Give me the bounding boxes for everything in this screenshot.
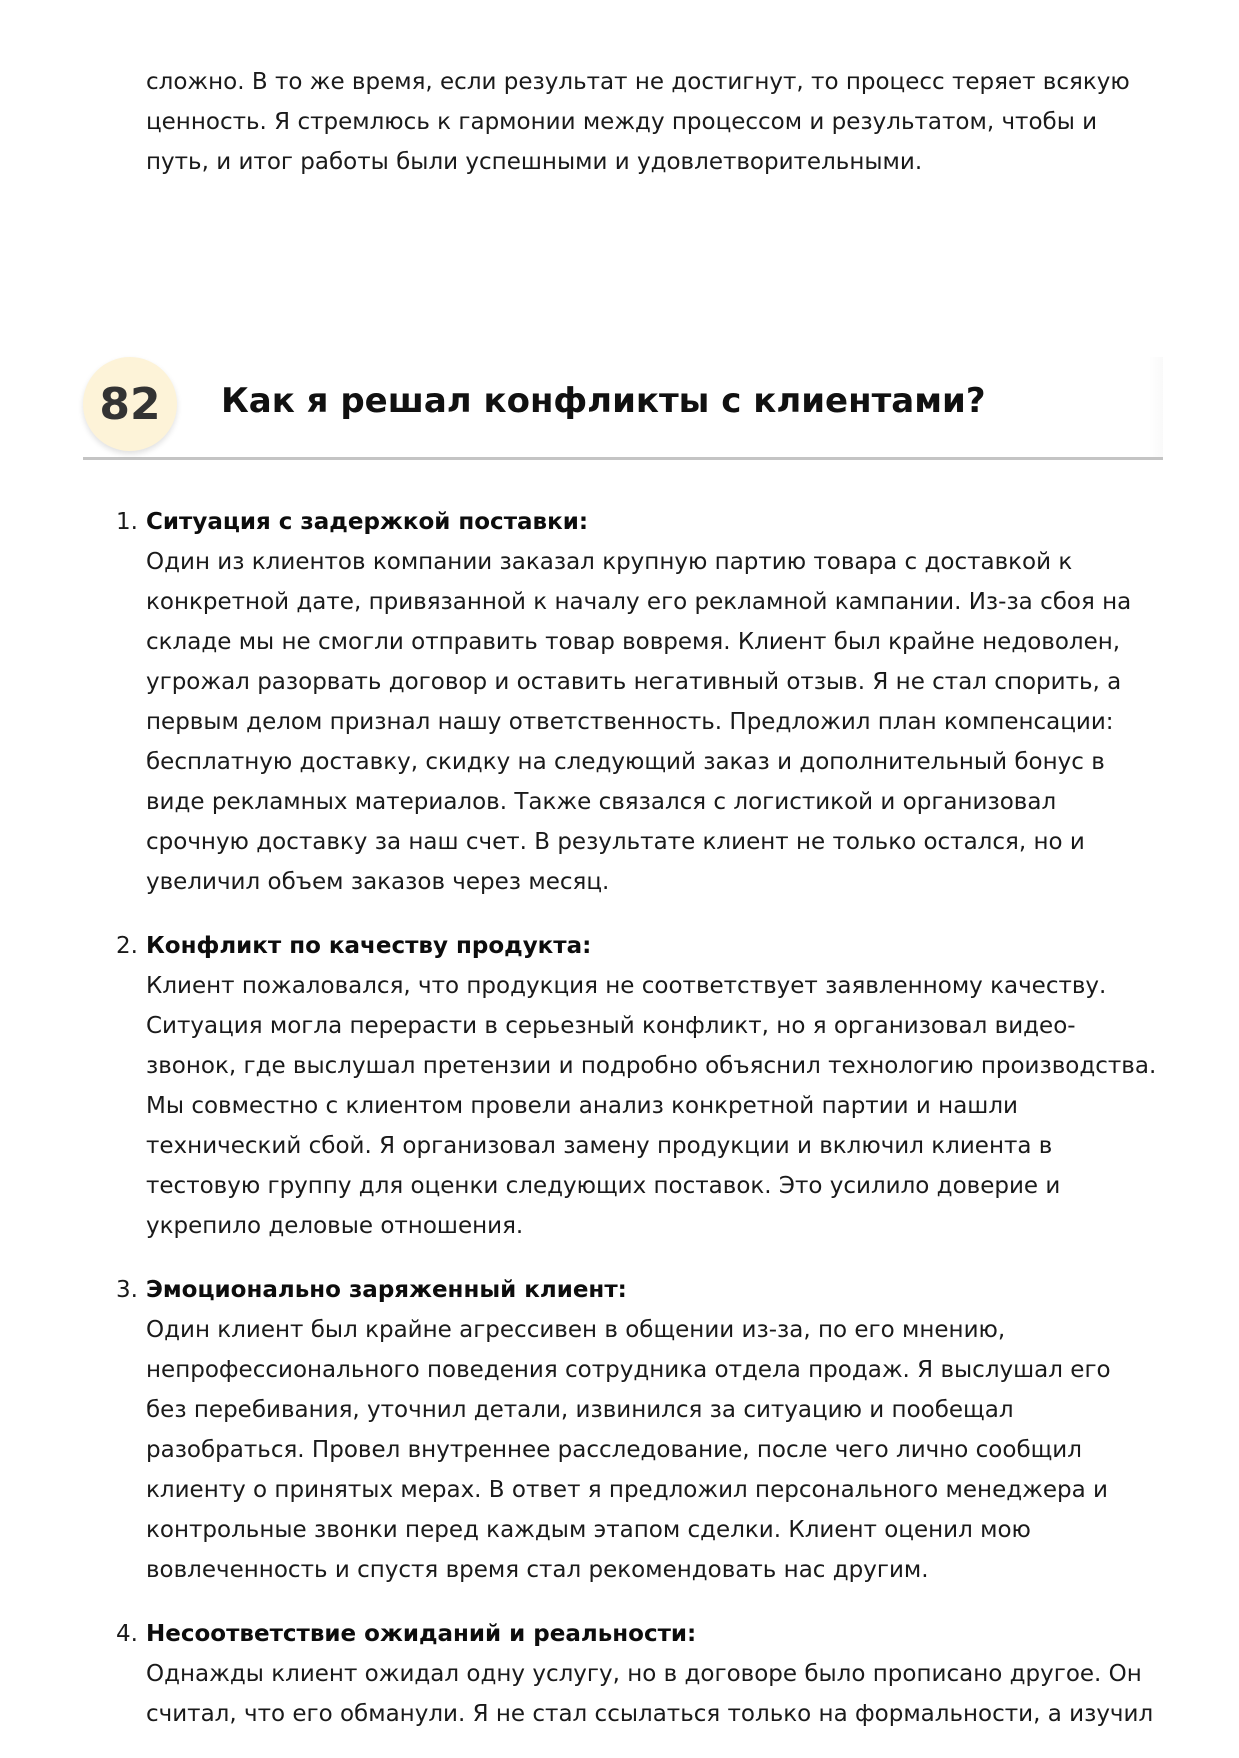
list-item-number: 3. — [116, 1277, 138, 1303]
list-item — [116, 502, 1158, 902]
section-title: Как я решал конфликты с клиентами? — [221, 381, 986, 421]
list-item — [116, 1614, 1158, 1734]
section-header — [83, 357, 1163, 460]
list-item — [116, 926, 1158, 1246]
list-item-text: Клиент пожаловался, что продукция не соответствует заявленному качеству. Ситуация могла перерасти в серьезный конфликт, но я организовал видео-звонок, где выслушал претензии и подробно объяснил технологию производства. Мы совместно с клиентом провели анализ конкретной партии и нашли технический сбой. Я организовал замену продукции и включил клиента в тестовую группу для оценки следующих поставок. Это усилило доверие и укрепило деловые отношения. — [146, 973, 1157, 1239]
list-item-title: Конфликт по качеству продукта: — [146, 933, 592, 959]
list-item-title: Ситуация с задержкой поставки: — [146, 509, 589, 535]
list-item — [116, 1270, 1158, 1590]
numbered-list — [116, 502, 1158, 1758]
intro-paragraph: сложно. В то же время, если результат не достигнут, то процесс теряет всякую ценность. Я стремлюсь к гармонии между процессом и результатом, чтобы и путь, и итог работы были успешными и удовлетворительными. — [146, 69, 1130, 175]
list-item-text: Однажды клиент ожидал одну услугу, но в договоре было прописано другое. Он считал, что его обманули. Я не стал ссылаться только на формальности, а изучил — [146, 1661, 1154, 1727]
list-item-number: 4. — [116, 1621, 138, 1647]
list-item-number: 2. — [116, 933, 138, 959]
section-number-badge: 82 — [83, 357, 177, 451]
list-item-title: Эмоционально заряженный клиент: — [146, 1277, 627, 1303]
list-item-text: Один клиент был крайне агрессивен в общении из-за, по его мнению, непрофессионального поведения сотрудника отдела продаж. Я выслушал его без перебивания, уточнил детали, извинился за ситуацию и пообещал разобраться. Провел внутреннее расследование, после чего лично сообщил клиенту о принятых мерах. В ответ я предложил персонального менеджера и контрольные звонки перед каждым этапом сделки. Клиент оценил мою вовлеченность и спустя время стал рекомендовать нас другим. — [146, 1317, 1111, 1583]
list-item-text: Один из клиентов компании заказал крупную партию товара с доставкой к конкретной дате, привязанной к началу его рекламной кампании. Из-за сбоя на складе мы не смогли отправить товар вовремя. Клиент был крайне недоволен, угрожал разорвать договор и оставить негативный отзыв. Я не стал спорить, а первым делом признал нашу ответственность. Предложил план компенсации: бесплатную доставку, скидку на следующий заказ и дополнительный бонус в виде рекламных материалов. Также связался с логистикой и организовал срочную доставку за наш счет. В результате клиент не только остался, но и увеличил объем заказов через месяц. — [146, 549, 1132, 895]
list-item-number: 1. — [116, 509, 138, 535]
list-item-title: Несоответствие ожиданий и реальности: — [146, 1621, 697, 1647]
